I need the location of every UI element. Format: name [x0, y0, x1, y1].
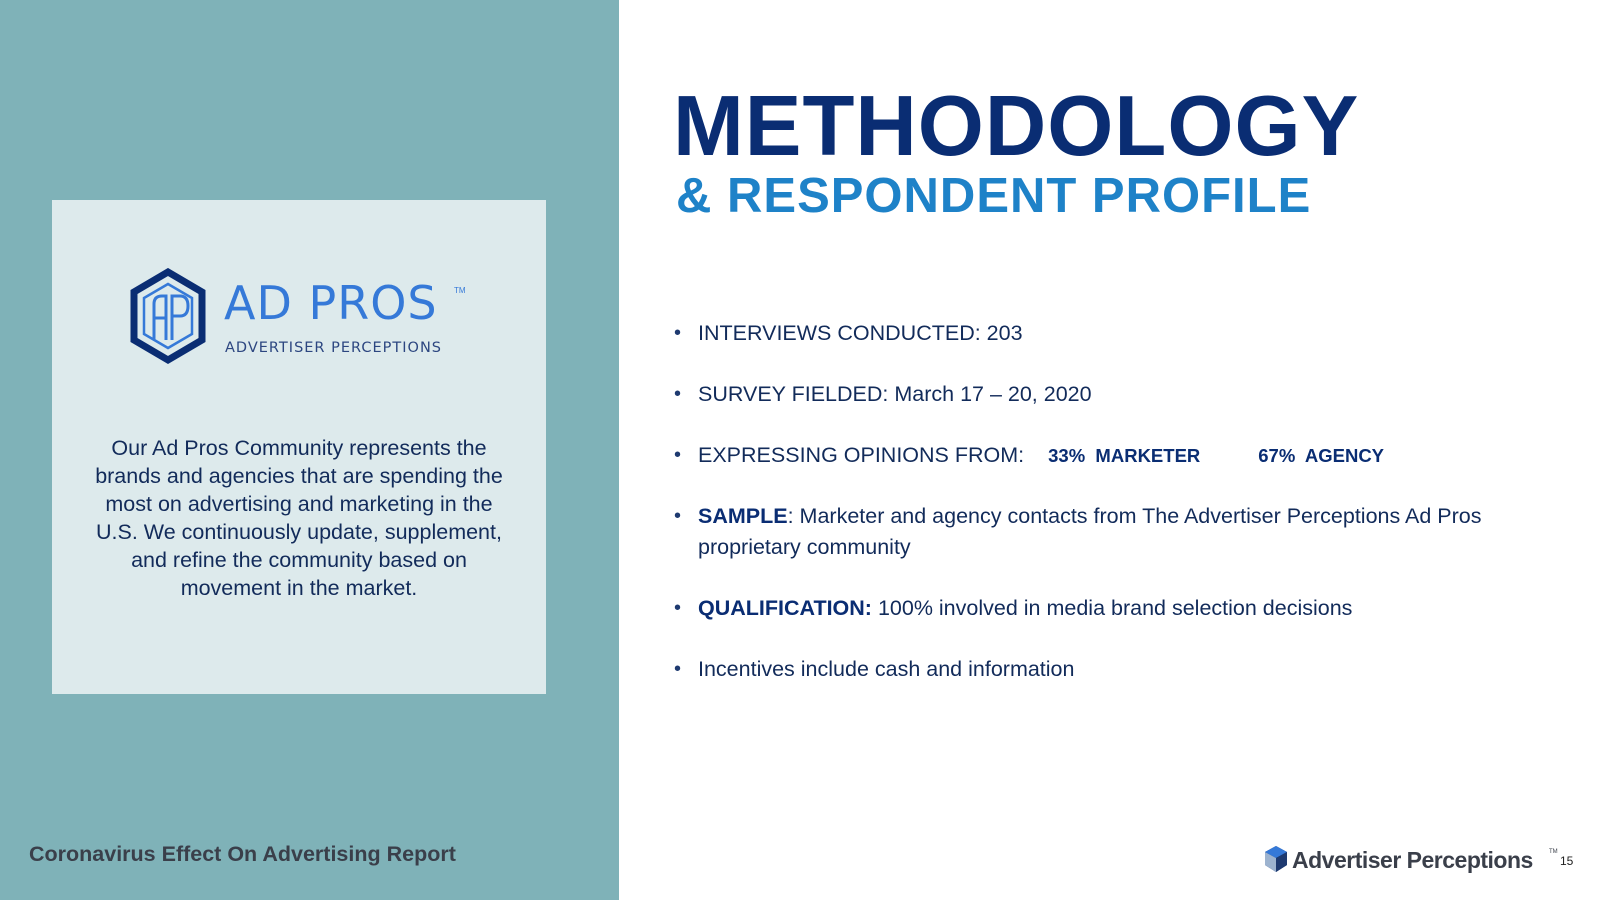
page-title: METHODOLOGY [673, 79, 1360, 174]
community-description: Our Ad Pros Community represents the brands and agencies that are spending the most on advertising and marketing in the U.S. We continuously update, supplement, and refine the community based on movement in the market. [95, 436, 503, 600]
bullet-dot-icon: • [674, 444, 682, 466]
sample-label: SAMPLE [698, 504, 788, 528]
methodology-list [674, 318, 1514, 715]
bullet-sample [674, 501, 1514, 563]
sample-text: : Marketer and agency contacts from The Advertiser Perceptions Ad Pros proprietary community [698, 504, 1482, 559]
bullet-dot-icon: • [674, 383, 682, 405]
ad-pros-logo [128, 270, 478, 370]
logo-tagline: ADVERTISER PERCEPTIONS [225, 340, 442, 356]
bullet-dot-icon: • [674, 322, 682, 344]
bullet-opinions [674, 440, 1514, 471]
agency-share: 67% AGENCY [1258, 445, 1385, 466]
incentives-text: Incentives include cash and information [698, 657, 1075, 681]
opinions-label: EXPRESSING OPINIONS FROM: [698, 443, 1025, 467]
bullet-dot-icon: • [674, 658, 682, 680]
footer-brand-logo [1264, 845, 1558, 875]
bullet-qualification [674, 593, 1514, 624]
bullet-fielded [674, 379, 1514, 410]
interviews-text: INTERVIEWS CONDUCTED: 203 [698, 321, 1023, 345]
ad-pros-hexagon-icon [128, 268, 208, 368]
bullet-interviews [674, 318, 1514, 349]
cube-logo-icon [1264, 845, 1288, 873]
footer-trademark: TM [1549, 849, 1558, 855]
page-subtitle: & RESPONDENT PROFILE [676, 169, 1312, 223]
page-number: 15 [1560, 854, 1574, 868]
logo-wordmark: AD PROS [224, 276, 438, 330]
qualification-text: 100% involved in media brand selection decisions [871, 596, 1353, 620]
footer-brand-name: Advertiser Perceptions [1292, 847, 1533, 873]
bullet-dot-icon: • [674, 597, 682, 619]
bullet-incentives [674, 654, 1514, 685]
bullet-dot-icon: • [674, 505, 682, 527]
report-title: Coronavirus Effect On Advertising Report [29, 842, 456, 866]
marketer-share: 33% MARKETER [1048, 445, 1201, 466]
logo-trademark: TM [454, 286, 466, 295]
qualification-label: QUALIFICATION: [698, 596, 872, 620]
fielded-text: SURVEY FIELDED: March 17 – 20, 2020 [698, 382, 1092, 406]
